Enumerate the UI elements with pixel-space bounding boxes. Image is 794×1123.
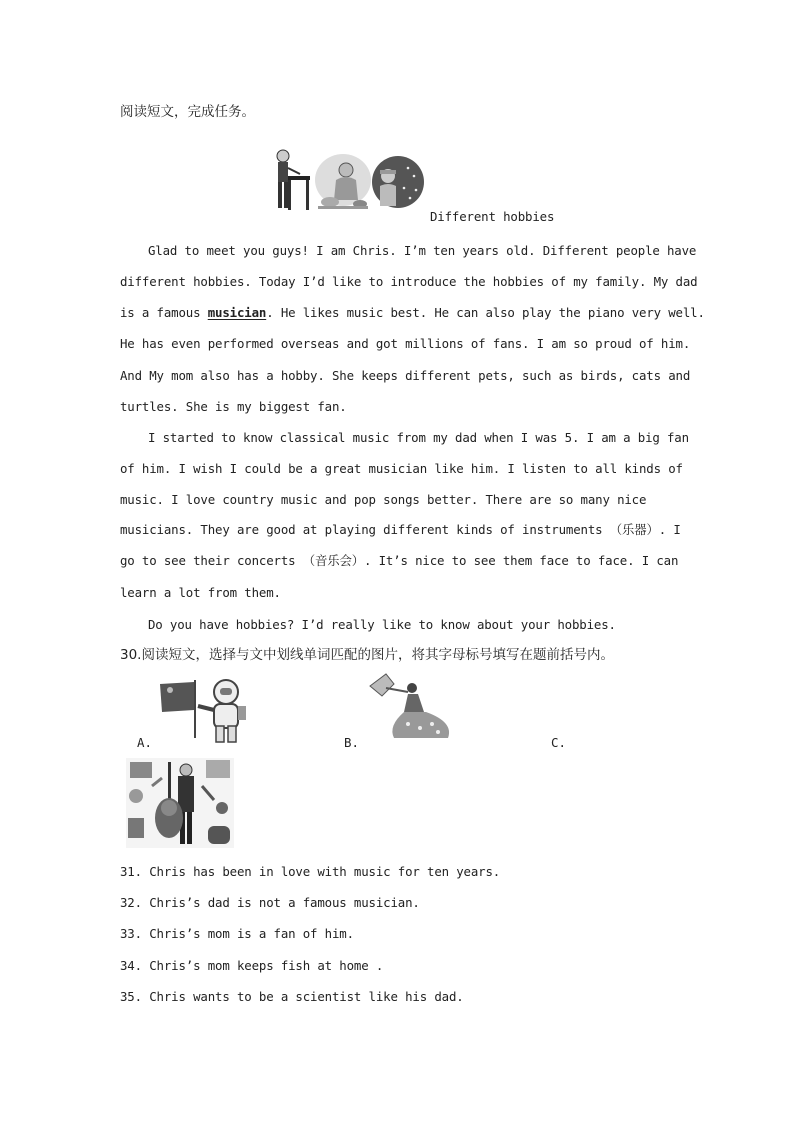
p2-line-1: I started to know classical music from my dad when I was 5. I am a big fan [148, 430, 689, 445]
passage-title: Different hobbies [430, 209, 555, 224]
statement-32: 32. Chris’s dad is not a famous musician. [120, 895, 420, 910]
statement-34: 34. Chris’s mom keeps fish at home . [120, 958, 384, 973]
p2-line-3: music. I love country music and pop songs better. There are so many nice [120, 492, 647, 507]
statement-31: 31. Chris has been in love with music for ten years. [120, 864, 501, 879]
mom-with-pets-icon [315, 154, 371, 209]
p2-line-2: of him. I wish I could be a great musician like him. I listen to all kinds of [120, 461, 683, 476]
option-a-label: A. [137, 735, 152, 750]
question-30 [120, 647, 614, 663]
p2-line-6: learn a lot from them. [120, 585, 281, 600]
p1-line-3-after: . He likes music best. He can also play the piano very well. [266, 305, 705, 320]
p1-line-6: turtles. She is my biggest fan. [120, 399, 347, 414]
option-a-astronaut-image [160, 676, 254, 744]
p1-line-1: Glad to meet you guys! I am Chris. I’m ten years old. Different people have [148, 243, 697, 258]
p1-line-2: different hobbies. Today I’d like to introduce the hobbies of my family. My dad [120, 274, 698, 289]
family-hobbies-illustration [268, 146, 428, 214]
p1-line-3 [120, 305, 705, 321]
p1-line-4: He has even performed overseas and got millions of fans. I am so proud of him. [120, 336, 691, 351]
option-b-dancer-image [368, 672, 460, 742]
p3-line: Do you have hobbies? I’d really like to know about your hobbies. [148, 617, 616, 632]
option-c-label: C. [551, 735, 566, 750]
question-text: 阅读短文，选择与文中划线单词匹配的图片，将其字母标号填写在题前括号内。 [141, 647, 614, 663]
singer-icon [372, 156, 424, 208]
underlined-word-musician: musician [207, 305, 267, 320]
option-b-label: B. [344, 735, 359, 750]
statement-35: 35. Chris wants to be a scientist like his dad. [120, 989, 464, 1004]
statement-33: 33. Chris’s mom is a fan of him. [120, 926, 354, 941]
p1-line-5: And My mom also has a hobby. She keeps different pets, such as birds, cats and [120, 368, 691, 383]
pianist-icon [277, 150, 310, 210]
p1-line-3-before: is a famous [120, 305, 208, 320]
question-number: 30. [120, 647, 142, 663]
p2-line-4: musicians. They are good at playing different kinds of instruments （乐器）. I [120, 522, 681, 537]
option-c-musician-image [124, 756, 236, 850]
p2-line-5: go to see their concerts （音乐会）. It’s nice to see them face to face. I can [120, 553, 679, 568]
instruction: 阅读短文，完成任务。 [120, 104, 255, 120]
